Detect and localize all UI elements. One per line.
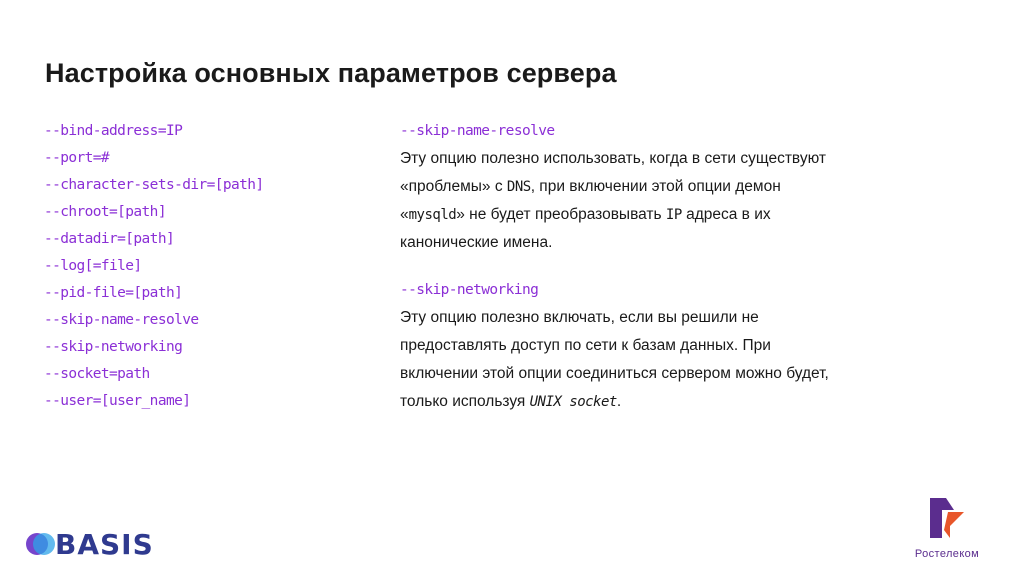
list-item: --skip-networking <box>44 339 183 355</box>
basis-logo-icon <box>26 531 52 557</box>
options-list <box>44 118 364 415</box>
rostelecom-logo-text: Ростелеком <box>914 548 980 560</box>
spacer <box>400 269 830 277</box>
basis-logo <box>26 524 154 564</box>
description-block <box>400 277 830 416</box>
descriptions-column <box>400 118 830 428</box>
rostelecom-logo <box>892 496 1002 562</box>
list-item: --user=[user_name] <box>44 393 191 409</box>
basis-logo-text: BASIS <box>55 527 154 561</box>
list-item: --socket=path <box>44 366 150 382</box>
description-text: Эту опцию полезно включать, если вы решили не предоставлять доступ по сети к базам данных. При включении этой опции соединиться сервером можно будет, только используя UNIX socket. <box>400 309 829 410</box>
page-title: Настройка основных параметров сервера <box>45 58 617 88</box>
list-item: --datadir=[path] <box>44 231 175 247</box>
list-item: --log[=file] <box>44 258 142 274</box>
list-item: --character-sets-dir=[path] <box>44 177 264 193</box>
list-item: --bind-address=IP <box>44 123 183 139</box>
description-text: Эту опцию полезно использовать, когда в сети существуют «проблемы» с DNS, при включении этой опции демон «mysqld» не будет преобразовывать IP адреса в их канонические имена. <box>400 150 826 251</box>
option-heading: --skip-networking <box>400 282 539 298</box>
option-heading: --skip-name-resolve <box>400 123 555 139</box>
list-item: --chroot=[path] <box>44 204 166 220</box>
list-item: --pid-file=[path] <box>44 285 183 301</box>
list-item: --port=# <box>44 150 110 166</box>
rostelecom-logo-icon <box>892 496 1002 540</box>
description-block <box>400 118 830 257</box>
list-item: --skip-name-resolve <box>44 312 199 328</box>
